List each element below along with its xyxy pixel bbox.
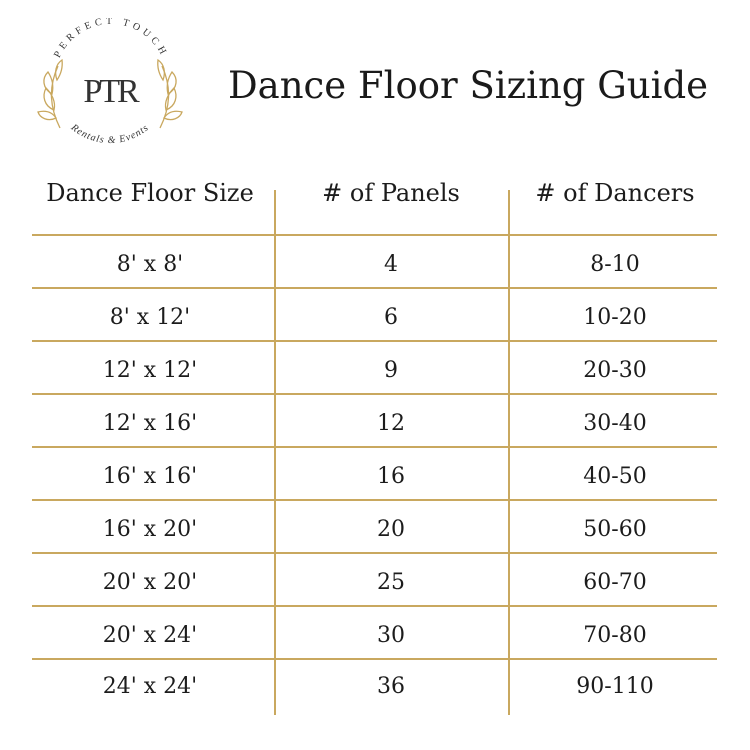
logo-bottom-text: Rentals & Events xyxy=(68,122,152,147)
brand-logo xyxy=(30,18,190,158)
cell-size: 16' x 20' xyxy=(102,517,198,542)
cell-panels: 12 xyxy=(377,411,405,436)
row-divider xyxy=(32,234,717,236)
cell-panels: 4 xyxy=(384,252,398,277)
right-wreath-icon xyxy=(158,60,182,128)
cell-dancers: 60-70 xyxy=(583,570,647,595)
cell-dancers: 70-80 xyxy=(583,623,647,648)
cell-panels: 25 xyxy=(377,570,405,595)
cell-panels: 6 xyxy=(384,305,398,330)
logo-monogram: PTR xyxy=(83,73,137,110)
page-title: Dance Floor Sizing Guide xyxy=(228,64,709,107)
cell-size: 20' x 24' xyxy=(102,623,198,648)
cell-dancers: 90-110 xyxy=(576,674,654,699)
cell-dancers: 10-20 xyxy=(583,305,647,330)
cell-size: 16' x 16' xyxy=(102,464,198,489)
logo-emblem xyxy=(30,18,190,158)
cell-size: 8' x 12' xyxy=(109,305,191,330)
cell-dancers: 20-30 xyxy=(583,358,647,383)
cell-panels: 20 xyxy=(377,517,405,542)
left-wreath-icon xyxy=(38,60,62,128)
cell-dancers: 30-40 xyxy=(583,411,647,436)
cell-size: 12' x 16' xyxy=(102,411,198,436)
header-dancers: # of Dancers xyxy=(535,179,695,207)
cell-size: 20' x 20' xyxy=(102,570,198,595)
cell-panels: 9 xyxy=(384,358,398,383)
cell-size: 8' x 8' xyxy=(116,252,184,277)
cell-dancers: 50-60 xyxy=(583,517,647,542)
cell-panels: 36 xyxy=(377,674,405,699)
cell-dancers: 40-50 xyxy=(583,464,647,489)
header-panels: # of Panels xyxy=(322,179,460,207)
cell-dancers: 8-10 xyxy=(590,252,640,277)
cell-size: 24' x 24' xyxy=(102,674,198,699)
cell-panels: 30 xyxy=(377,623,405,648)
cell-size: 12' x 12' xyxy=(102,358,198,383)
logo-top-text: PERFECT TOUCH xyxy=(52,18,170,60)
cell-panels: 16 xyxy=(377,464,405,489)
header-size: Dance Floor Size xyxy=(46,179,254,207)
